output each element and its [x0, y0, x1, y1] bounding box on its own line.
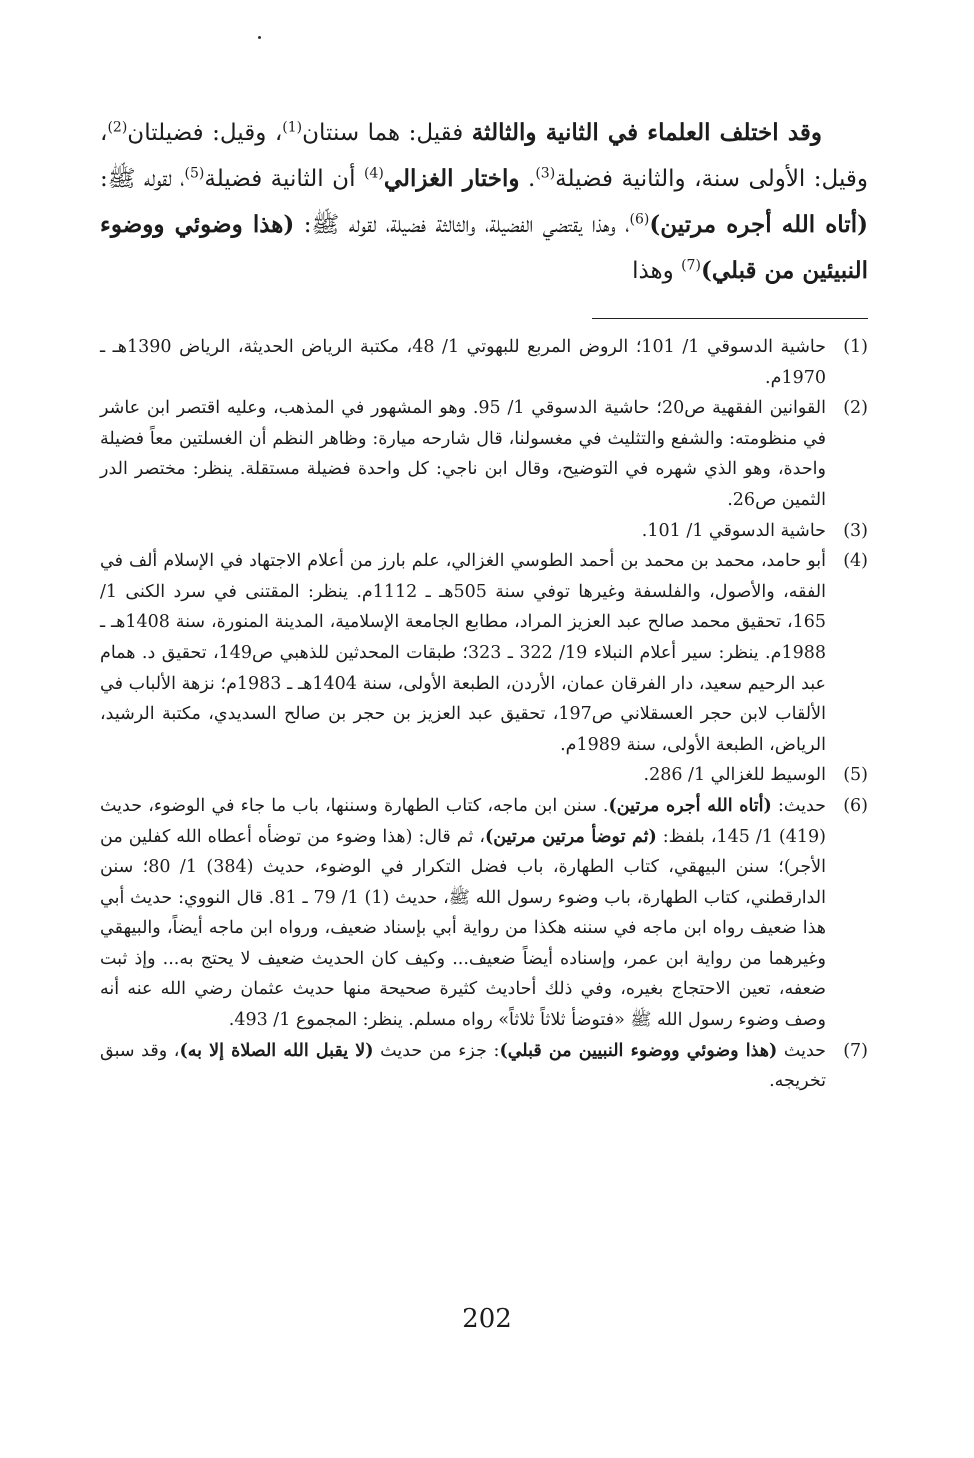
- main-paragraph: [100, 110, 868, 294]
- footnote-number: (4): [843, 551, 868, 572]
- footnote-text: الوسيط للغزالي 1/ 286.: [643, 765, 826, 786]
- page-number: 202: [462, 1304, 512, 1334]
- text-run: ، ثم قال: (هذا وضوء من توضأه أعطاه الله كفلين من الأجر)؛ سنن البيهقي، كتاب الطهارة، باب فضل التكرار في الوضوء، حديث (384) 1/ 80؛ سنن الدارقطني، كتاب الطهارة، باب وضوء رسول الله ﷺ، حديث (1) 1/ 79 ـ 81. قال النووي: حديث أبي هذا ضعيف رواه ابن ماجه في سننه هكذا من رواية أبي بإسناد ضعيف، ورواه ابن ماجه أيضاً، والبيهقي وغيرهما من رواية ابن عمر، وإسناده أيضاً ضعيف... وكيف كان الحديث ضعيف لا يحتج به... وإذ ثبت ضعفه، تعين الاحتجاج بغيره، وفي ذلك أحاديث كثيرة صحيحة منها حديث عثمان رضي الله عنه أنه وصف وضوء رسول الله ﷺ «فتوضأ ثلاثاً ثلاثاً» رواه مسلم. ينظر: المجموع 1/ 493.: [100, 826, 826, 1031]
- hadith-quote: (هذا وضوئي ووضوء النبيين من قبلي): [499, 1040, 778, 1061]
- hadith-quote: (هذا وضوئي ووضوء النبيئين من قبلي): [100, 211, 868, 284]
- footnote-ref-7[interactable]: (7): [681, 257, 701, 274]
- footnote-number: (1): [843, 337, 868, 357]
- footnote-1: [100, 332, 868, 393]
- footnote-number: (7): [843, 1040, 868, 1061]
- footnote-ref-6[interactable]: (6): [629, 211, 650, 228]
- text-run: أن الثانية فضيلة: [204, 166, 364, 192]
- footnote-number: (5): [843, 765, 868, 786]
- footnote-4: [100, 546, 868, 760]
- text-run: فقيل: هما سنتان: [302, 120, 472, 146]
- text-run: حديث: [777, 1040, 826, 1061]
- footnote-number: (3): [843, 520, 868, 541]
- footnotes: [100, 332, 868, 1097]
- text-run: : جزء من حديث: [373, 1040, 500, 1061]
- text-run: وهذا: [632, 258, 682, 284]
- footnote-text: [100, 791, 826, 1036]
- footnote-number: (2): [843, 398, 868, 419]
- footnote-number: (6): [843, 795, 868, 816]
- hadith-quote: (ثم توضأ مرتين مرتين): [484, 826, 657, 847]
- text-run: ، لقوله ﷺ:: [100, 166, 185, 192]
- footnote-text: [100, 1036, 826, 1097]
- footnote-text: أبو حامد، محمد بن محمد بن أحمد الطوسي الغزالي، علم بارز من أعلام الاجتهاد في الإسلام ألف في الفقه، والأصول، والفلسفة وغيرها توفي سنة 505هـ ـ 1112م. ينظر: المقتنى في سرد الكنى 1/ 165، تحقيق محمد صالح عبد العزيز المراد، مطابع الجامعة الإسلامية، المدينة المنورة، سنة 1408هـ ـ 1988م. ينظر: سير أعلام النبلاء 19/ 322 ـ 323؛ طبقات المحدثين للذهبي ص149، تحقيق د. همام عبد الرحيم سعيد، دار الفرقان عمان، الأردن، الطبعة الأولى، سنة 1404هـ ـ 1983م؛ نزهة الألباب في الألقاب لابن حجر العسقلاني ص197، تحقيق عبد العزيز بن حجر بن صالح السديدي، مكتبة الرشيد، الرياض، الطبعة الأولى، سنة 1989م.: [100, 551, 827, 755]
- hadith-quote: (لا يقبل الله الصلاة إلا به): [179, 1040, 374, 1061]
- text-run: حديث:: [771, 795, 826, 816]
- footnote-separator: [592, 318, 868, 319]
- footnote-7: [100, 1036, 868, 1097]
- footnote-3: [100, 516, 868, 547]
- footnote-ref-2[interactable]: (2): [107, 119, 128, 136]
- bold-phrase: واختار الغزالي: [383, 165, 520, 192]
- text-run: ، وقيل: فضيلتان: [127, 120, 283, 146]
- hadith-quote: (أتاه الله أجره مرتين): [649, 211, 868, 238]
- footnote-5: [100, 760, 868, 791]
- footnote-2: [100, 393, 868, 515]
- footnote-6: [100, 791, 868, 1036]
- text-run: ، وقد سبق تخريجه.: [100, 1040, 826, 1092]
- footnote-text: حاشية الدسوقي 1/ 101.: [641, 520, 826, 541]
- footnote-ref-1[interactable]: (1): [282, 119, 303, 136]
- text-run: ، وهذا يقتضي الفضيلة، والثالثة فضيلة، لقوله ﷺ:: [294, 212, 630, 238]
- bold-phrase: وقد اختلف العلماء في الثانية والثالثة: [471, 119, 823, 146]
- text-run: ، وقيل: الأولى سنة، والثانية فضيلة: [100, 120, 869, 192]
- print-speck: [258, 36, 261, 39]
- text-run: . سنن ابن ماجه، كتاب الطهارة وسننها، باب ما جاء في الوضوء، حديث (419) 1/ 145، بلفظ:: [100, 795, 826, 847]
- footnote-text: القوانين الفقهية ص20؛ حاشية الدسوقي 1/ 95. وهو المشهور في المذهب، وعليه اقتصر ابن عاشر في منظومته: والشفع والتثليث في مغسولنا، قال شارحه ميارة: وظاهر النظم أن الغسلتين معاً فضيلة واحدة، وهو الذي شهره في التوضيح، وقال ابن ناجي: كل واحدة فضيلة مستقلة. ينظر: مختصر الدر الثمين ص26.: [100, 398, 826, 510]
- footnote-ref-5[interactable]: (5): [184, 165, 205, 182]
- hadith-quote: (أتاه الله أجره مرتين): [608, 795, 772, 816]
- footnote-ref-3[interactable]: (3): [535, 165, 556, 182]
- body-text: [100, 110, 868, 294]
- footnote-ref-4[interactable]: (4): [363, 165, 384, 182]
- text-run: .: [519, 166, 536, 192]
- footnote-text: حاشية الدسوقي 1/ 101؛ الروض المربع للبهوتي 1/ 48، مكتبة الرياض الحديثة، الرياض 1390هـ ـ 1970م.: [100, 337, 827, 388]
